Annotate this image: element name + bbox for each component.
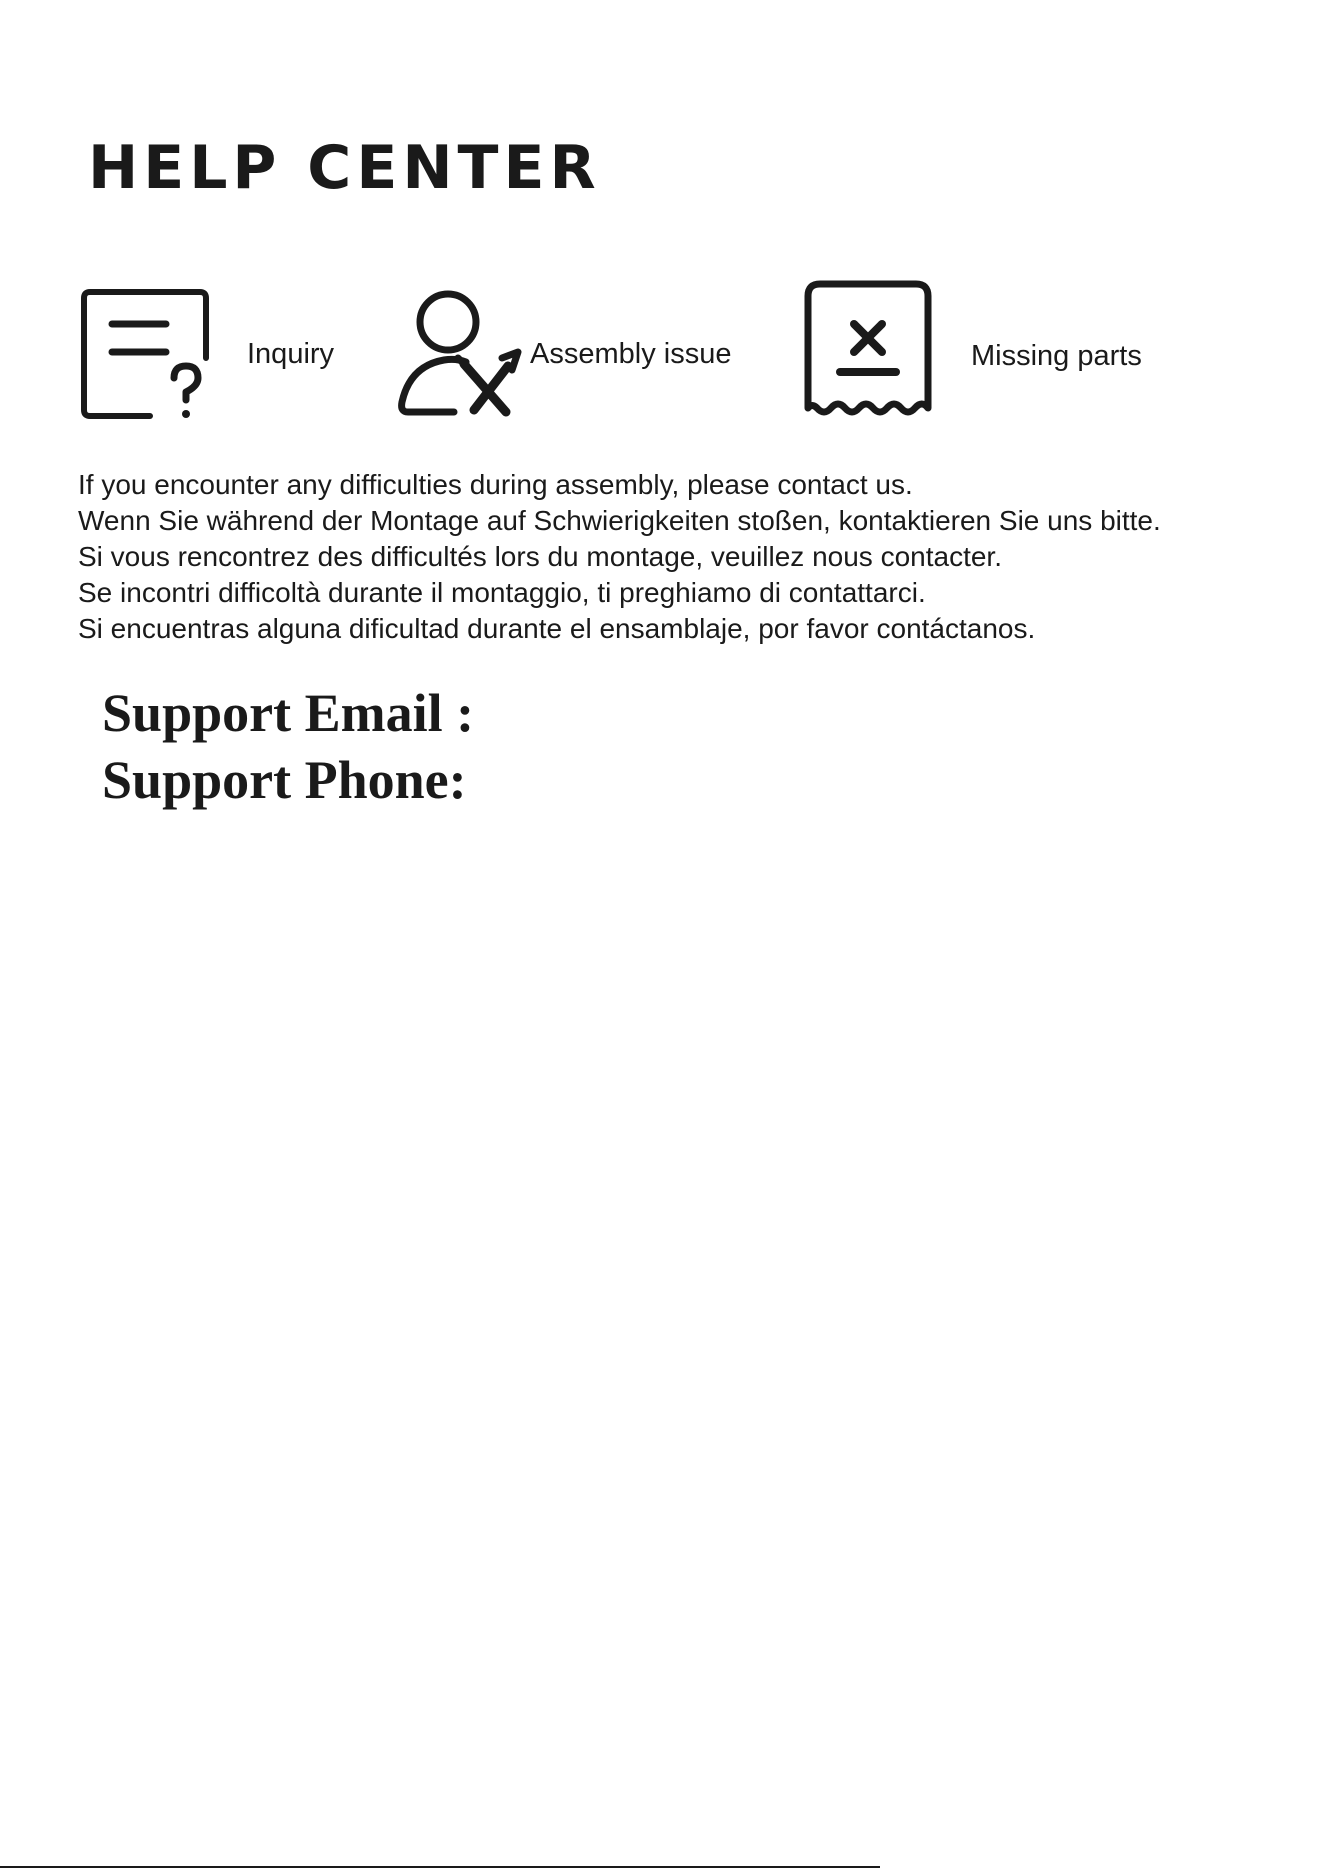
- category-label-inquiry: Inquiry: [247, 338, 335, 370]
- message-line-es: Si encuentras alguna dificultad durante el ensamblaje, por favor contáctanos.: [78, 613, 1036, 644]
- inquiry-icon: [80, 288, 212, 424]
- assembly-issue-icon: [396, 288, 522, 420]
- message-line-fr: Si vous rencontrez des difficultés lors du montage, veuillez nous contacter.: [78, 541, 1002, 572]
- footer-divider: [0, 1866, 880, 1868]
- message-line-en: If you encounter any difficulties during assembly, please contact us.: [78, 469, 913, 500]
- support-phone-label: Support Phone:: [102, 750, 467, 810]
- missing-parts-icon: [802, 278, 934, 418]
- support-contact: [102, 680, 474, 814]
- message-line-it: Se incontri difficoltà durante il montaggio, ti preghiamo di contattarci.: [78, 577, 926, 608]
- message-line-de: Wenn Sie während der Montage auf Schwierigkeiten stoßen, kontaktieren Sie uns bitte.: [78, 505, 1161, 536]
- contact-message: [78, 467, 1318, 647]
- category-label-assembly-issue: Assembly issue: [530, 338, 732, 370]
- support-email-label: Support Email :: [102, 683, 475, 743]
- category-label-missing-parts: Missing parts: [971, 340, 1142, 372]
- page-title: HELP CENTER: [88, 133, 601, 203]
